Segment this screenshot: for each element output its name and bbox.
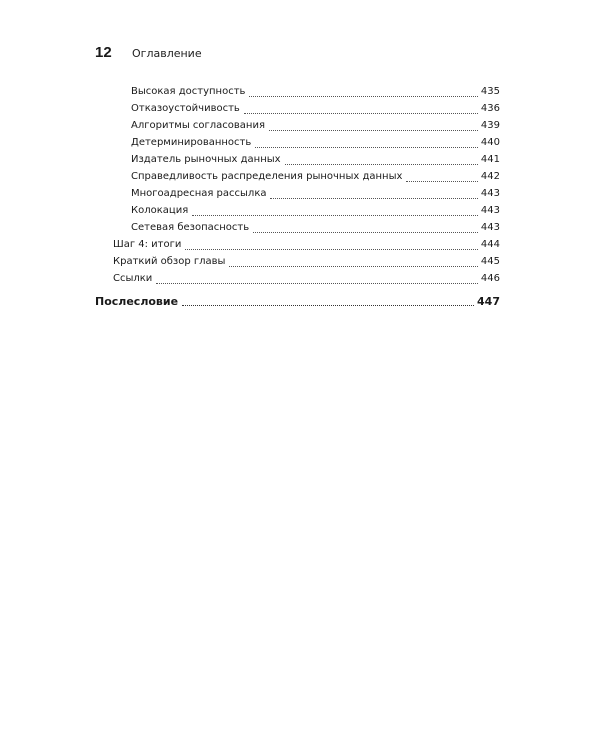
toc-entry-page: 446 (480, 273, 500, 284)
toc-entry-title: Многоадресная рассылка (131, 188, 267, 199)
toc-entry[interactable] (131, 137, 500, 151)
toc-entry[interactable] (113, 273, 500, 287)
toc-entry-page: 435 (480, 86, 500, 97)
toc-entry-page: 439 (480, 120, 500, 131)
toc-entry[interactable] (131, 86, 500, 100)
toc-entry-title: Издатель рыночных данных (131, 154, 281, 165)
toc-entry-chapter[interactable] (95, 295, 500, 309)
toc-entry[interactable] (113, 256, 500, 270)
toc-entry-title: Алгоритмы согласования (131, 120, 265, 131)
dot-leader (253, 232, 478, 233)
toc-entry[interactable] (131, 171, 500, 185)
toc-entry-title: Высокая доступность (131, 86, 246, 97)
toc-entry-page: 440 (480, 137, 500, 148)
toc-entry-title: Справедливость распределения рыночных данных (131, 171, 403, 182)
toc-entry-page: 436 (480, 103, 500, 114)
toc-entry-page: 442 (480, 171, 500, 182)
dot-leader (244, 113, 478, 114)
toc-entry[interactable] (131, 222, 500, 236)
toc-entry-page: 443 (480, 205, 500, 216)
page-header (95, 44, 202, 64)
toc-entry-title: Шаг 4: итоги (113, 239, 182, 250)
toc-entry[interactable] (131, 205, 500, 219)
dot-leader (192, 215, 478, 216)
toc-entry-page: 445 (480, 256, 500, 267)
toc-entry[interactable] (131, 154, 500, 168)
page-number: 12 (95, 44, 112, 61)
dot-leader (270, 198, 477, 199)
dot-leader (182, 305, 474, 306)
toc-entry-title: Колокация (131, 205, 189, 216)
dot-leader (156, 283, 478, 284)
toc-entry-title: Послесловие (95, 295, 179, 308)
toc-entry-page: 441 (480, 154, 500, 165)
dot-leader (249, 96, 477, 97)
dot-leader (406, 181, 478, 182)
toc-entry-title: Сетевая безопасность (131, 222, 250, 233)
toc-entry-title: Краткий обзор главы (113, 256, 226, 267)
toc-entry[interactable] (131, 188, 500, 202)
dot-leader (285, 164, 478, 165)
toc-entry[interactable] (131, 120, 500, 134)
dot-leader (269, 130, 478, 131)
dot-leader (185, 249, 478, 250)
toc-entry-page: 443 (480, 188, 500, 199)
running-title: Оглавление (132, 47, 202, 60)
toc-entry-title: Ссылки (113, 273, 153, 284)
toc-entry-page: 443 (480, 222, 500, 233)
toc-entry-page: 447 (477, 295, 500, 308)
toc-entry-page: 444 (480, 239, 500, 250)
toc-entry-title: Отказоустойчивость (131, 103, 240, 114)
dot-leader (229, 266, 477, 267)
dot-leader (255, 147, 478, 148)
toc-entry[interactable] (113, 239, 500, 253)
toc-entry-title: Детерминированность (131, 137, 252, 148)
toc-entry[interactable] (131, 103, 500, 117)
